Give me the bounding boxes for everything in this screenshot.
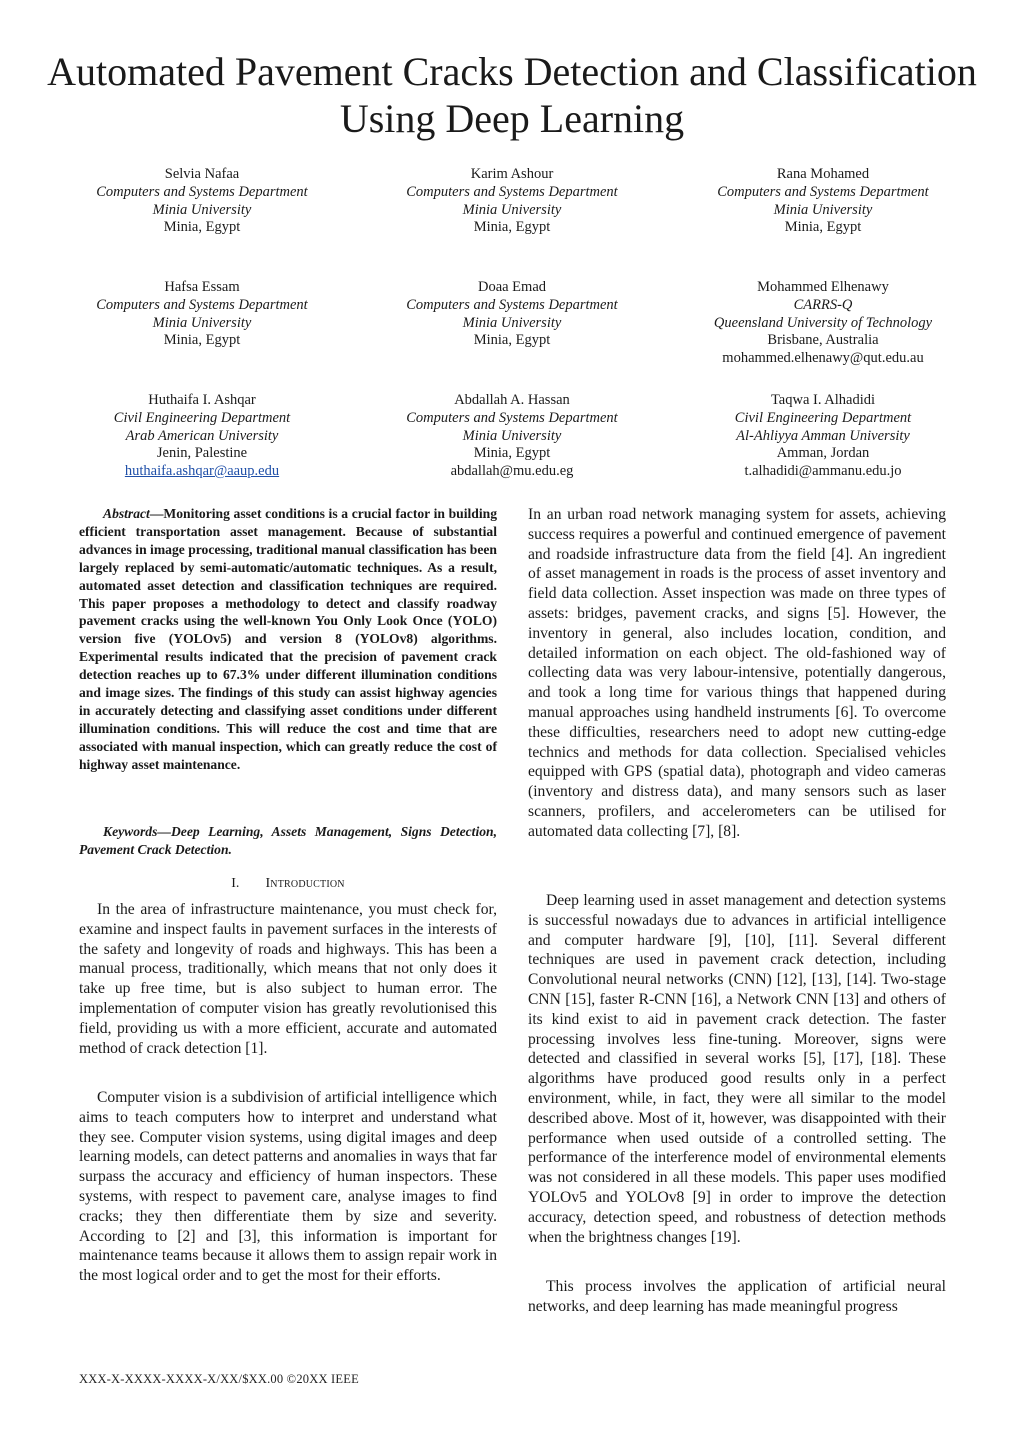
- author-organization: Al-Ahliyya Amman University: [736, 427, 910, 444]
- author-name: Karim Ashour: [470, 166, 554, 182]
- section-heading: [79, 874, 497, 894]
- author-name: Rana Mohamed: [776, 166, 870, 182]
- author-block: [362, 392, 662, 481]
- author-location: Minia, Egypt: [473, 445, 551, 462]
- author-name: Mohammed Elhenawy: [757, 279, 889, 295]
- author-location: Minia, Egypt: [163, 219, 241, 236]
- author-location: Amman, Jordan: [776, 445, 870, 462]
- author-block: [362, 166, 662, 237]
- author-location: Jenin, Palestine: [156, 445, 248, 462]
- author-department: CARRS-Q: [793, 296, 853, 313]
- copyright-footer: XXX-X-XXXX-XXXX-X/XX/$XX.00 ©20XX IEEE: [79, 1372, 359, 1386]
- author-block: [52, 392, 352, 481]
- author-department: Computers and Systems Department: [406, 183, 618, 200]
- paragraph-text: In an urban road network managing system for assets, achieving success requires a powerful and continued emergence of pavement and roadside infrastructure data from the field [4]. An ingredient of asset management in roads is the process of asset inventory and field data collection. Asset inspection was made on three types of assets: bridges, pavement cracks, and signs [5]. However, the inventory in general, also includes location, condition, and detailed information on each object. The old-fashioned way of collecting data was very labour-intensive, potentially dangerous, and took a long time for various things that happened during manual approaches using handheld instruments [6]. To overcome these difficulties, researchers need to adopt new cutting-edge technics and methods for data collection. Specialised vehicles equipped with GPS (spatial data), photograph and video cameras (inventory and distress data), and many sensors such as laser scanners, profilers, and accelerometers can be utilised for automated data collecting [7], [8].: [528, 506, 946, 840]
- paragraph-text: Computer vision is a subdivision of artificial intelligence which aims to teach computers how to interpret and understand what they see. Computer vision systems, using digital images and deep learning models, can detect patterns and anomalies in ways that far surpass the accuracy and efficiency of human inspectors. These systems, with respect to pavement care, analyse images to find cracks; they then differentiate them by size and severity. According to [2] and [3], this information is important for maintenance teams because it allows them to assign repair work in the most logical order and to get the most for their efforts.: [79, 1089, 497, 1285]
- author-location: Minia, Egypt: [473, 332, 551, 349]
- paragraph-text: This process involves the application of artificial neural networks, and deep learning has made meaningful progress: [528, 1278, 946, 1315]
- author-name: Abdallah A. Hassan: [454, 392, 570, 408]
- author-block: [52, 279, 352, 350]
- paragraph-text: Deep learning used in asset management and detection systems is successful nowadays due to advances in artificial intelligence and computer hardware [9], [10], [11]. Several different techniques are used in pavement crack detection, including Convolutional neural networks (CNN) [12], [13], [14]. Two-stage CNN [15], faster R-CNN [16], a Network CNN [13] and others of its kind exist to aid in pavement crack detection. The faster processing involves less fine-tuning. Moreover, signs were detected and classified in several works [5], [17], [18]. These algorithms have produced good results only in a perfect environment, while, in fact, they were all similar to the model described above. Most of it, however, was disappointed with their performance when used outside of a controlled setting. The performance of the interference model of environmental elements was not considered in all these models. This paper uses modified YOLOv5 and YOLOv8 [9] in order to improve the detection accuracy, detection speed, and robustness of detection methods when the brightness changes [19].: [528, 892, 946, 1246]
- author-block: [362, 279, 662, 350]
- author-email: abdallah@mu.edu.eg: [450, 463, 574, 480]
- author-email: t.alhadidi@ammanu.edu.jo: [744, 463, 902, 480]
- author-location: Minia, Egypt: [473, 219, 551, 236]
- author-email-link[interactable]: huthaifa.ashqar@aaup.edu: [124, 463, 280, 480]
- author-organization: Minia University: [462, 427, 562, 444]
- author-department: Civil Engineering Department: [734, 409, 912, 426]
- author-location: Minia, Egypt: [784, 219, 862, 236]
- author-organization: Minia University: [773, 201, 873, 218]
- author-name: Selvia Nafaa: [164, 166, 240, 182]
- author-email: mohammed.elhenawy@qut.edu.au: [722, 350, 924, 367]
- paper-title: Automated Pavement Cracks Detection and Classification Using Deep Learning: [47, 49, 977, 141]
- author-organization: Arab American University: [125, 427, 279, 444]
- section-number: I.: [231, 876, 240, 891]
- author-location: Brisbane, Australia: [767, 332, 879, 349]
- author-block: [673, 279, 973, 368]
- right-paragraph-3: [528, 1277, 946, 1317]
- author-department: Computers and Systems Department: [717, 183, 929, 200]
- abstract: [79, 505, 497, 774]
- author-department: Computers and Systems Department: [96, 183, 308, 200]
- intro-paragraph-2: [79, 1088, 497, 1286]
- abstract-label: Abstract: [103, 506, 150, 521]
- keywords-text: Keywords—Deep Learning, Assets Management, Signs Detection, Pavement Crack Detection.: [79, 824, 497, 857]
- author-block: [673, 166, 973, 237]
- author-organization: Queensland University of Technology: [713, 314, 933, 331]
- intro-paragraph-1: [79, 900, 497, 1058]
- section-title: Introduction: [265, 876, 345, 891]
- author-department: Computers and Systems Department: [406, 409, 618, 426]
- author-name: Hafsa Essam: [164, 279, 240, 295]
- right-paragraph-2: [528, 891, 946, 1247]
- keywords: [79, 823, 497, 859]
- author-name: Taqwa I. Alhadidi: [770, 392, 876, 408]
- author-organization: Minia University: [462, 314, 562, 331]
- author-organization: Minia University: [152, 314, 252, 331]
- author-location: Minia, Egypt: [163, 332, 241, 349]
- author-department: Computers and Systems Department: [96, 296, 308, 313]
- right-paragraph-1: [528, 505, 946, 842]
- author-organization: Minia University: [462, 201, 562, 218]
- author-name: Doaa Emad: [477, 279, 547, 295]
- abstract-text: —Monitoring asset conditions is a crucial factor in building efficient transportation asset management. Because of substantial advances in image processing, traditional manual classification has been largely replaced by semi-automatic/automatic techniques. As a result, automated asset detection and classification techniques are required. This paper proposes a methodology to detect and classify roadway pavement cracks using the well-known You Only Look Once (YOLO) version five (YOLOv5) and version 8 (YOLOv8) algorithms. Experimental results indicated that the precision of pavement crack detection reaches up to 67.3% under different illumination conditions and image sizes. The findings of this study can assist highway agencies in accurately detecting and classifying asset conditions under different illumination conditions. This will reduce the cost and time that are associated with manual inspection, which can greatly reduce the cost of highway asset maintenance.: [79, 506, 497, 772]
- author-name: Huthaifa I. Ashqar: [148, 392, 256, 408]
- author-department: Civil Engineering Department: [113, 409, 291, 426]
- author-department: Computers and Systems Department: [406, 296, 618, 313]
- author-block: [52, 166, 352, 237]
- paragraph-text: In the area of infrastructure maintenance, you must check for, examine and inspect faults in pavement surfaces in the interests of the safety and longevity of roads and highways. This has been a manual process, traditionally, which means that not only does it take up free time, but is also subject to human error. The implementation of computer vision has greatly revolutionised this field, providing us with a more efficient, accurate and automated method of crack detection [1].: [79, 901, 497, 1057]
- author-organization: Minia University: [152, 201, 252, 218]
- author-block: [673, 392, 973, 481]
